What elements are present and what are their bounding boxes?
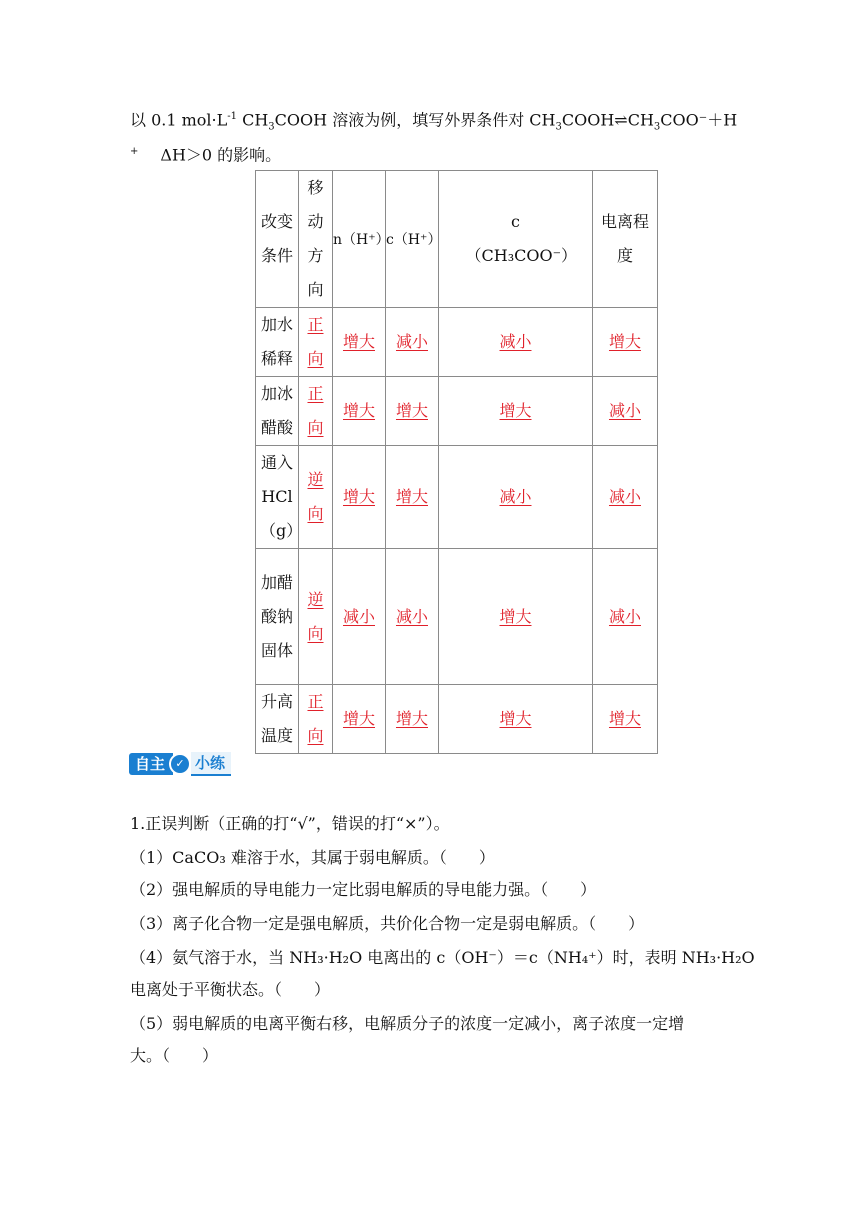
exercise-title: 1.正误判断（正确的打“√”，错误的打“×”）。 xyxy=(130,814,450,833)
intro-line-2: + ΔH＞0 的影响。 xyxy=(130,145,282,165)
row-n-h: 增大 xyxy=(333,685,386,754)
row-c-h: 减小 xyxy=(386,308,439,377)
row-condition: 加醋酸钠固体 xyxy=(256,549,299,685)
table-row xyxy=(256,377,658,446)
row-direction: 逆向 xyxy=(299,446,333,549)
row-degree: 增大 xyxy=(593,308,658,377)
row-n-h: 增大 xyxy=(333,377,386,446)
table-row xyxy=(256,446,658,549)
intro-line-1: 以 0.1 $mol\cdot L^{-1}$ $CH_3COOH$ 溶液为例，填写外界条件对 $CH_3COOH\rightleftharpoons CH_3COO^-+H$ xyxy=(130,110,738,133)
check-icon: ✓ xyxy=(169,753,191,775)
row-n-h: 减小 xyxy=(333,549,386,685)
row-c-acetate: 增大 xyxy=(439,549,593,685)
header-n-h: n（H⁺） xyxy=(333,171,386,308)
header-c-h: c（H⁺） xyxy=(386,171,439,308)
exercise-item-5-cont: 大。（ ） xyxy=(130,1046,219,1065)
badge-left-label: 自主 xyxy=(129,753,173,775)
row-condition: 加水稀释 xyxy=(256,308,299,377)
exercise-item-1: （1）CaCO₃ 难溶于水，其属于弱电解质。（ ） xyxy=(130,848,495,867)
header-condition: 改变条件 xyxy=(256,171,299,308)
row-condition: 升高温度 xyxy=(256,685,299,754)
header-direction: 移动方向 xyxy=(299,171,333,308)
table-row xyxy=(256,685,658,754)
table-header-row xyxy=(256,171,658,308)
row-condition: 加冰醋酸 xyxy=(256,377,299,446)
exercise-item-5: （5）弱电解质的电离平衡右移，电解质分子的浓度一定减小，离子浓度一定增 xyxy=(130,1014,685,1033)
row-direction: 正向 xyxy=(299,377,333,446)
row-direction: 正向 xyxy=(299,308,333,377)
row-degree: 减小 xyxy=(593,446,658,549)
exercise-item-4: （4）氨气溶于水，当 NH₃·H₂O 电离出的 c（OH⁻）＝c（NH₄⁺）时，表明 NH₃·H₂O xyxy=(130,948,755,967)
table-row xyxy=(256,308,658,377)
row-direction: 逆向 xyxy=(299,549,333,685)
row-c-h: 增大 xyxy=(386,685,439,754)
header-c-acetate: c（CH₃COO⁻） xyxy=(439,171,593,308)
row-degree: 增大 xyxy=(593,685,658,754)
row-c-acetate: 增大 xyxy=(439,685,593,754)
row-c-acetate: 增大 xyxy=(439,377,593,446)
row-c-acetate: 减小 xyxy=(439,446,593,549)
badge-right-label: 小练 xyxy=(191,752,231,776)
row-direction: 正向 xyxy=(299,685,333,754)
row-degree: 减小 xyxy=(593,377,658,446)
header-degree: 电离程度 xyxy=(593,171,658,308)
table-row xyxy=(256,549,658,685)
row-condition: 通入HCl（g） xyxy=(256,446,299,549)
row-c-h: 减小 xyxy=(386,549,439,685)
exercise-item-3: （3）离子化合物一定是强电解质，共价化合物一定是弱电解质。（ ） xyxy=(130,914,645,933)
exercise-item-4-cont: 电离处于平衡状态。（ ） xyxy=(130,980,331,999)
row-c-h: 增大 xyxy=(386,377,439,446)
exercise-item-2: （2）强电解质的导电能力一定比弱电解质的导电能力强。（ ） xyxy=(130,880,597,899)
row-n-h: 增大 xyxy=(333,446,386,549)
row-c-h: 增大 xyxy=(386,446,439,549)
row-degree: 减小 xyxy=(593,549,658,685)
row-c-acetate: 减小 xyxy=(439,308,593,377)
row-n-h: 增大 xyxy=(333,308,386,377)
section-badge xyxy=(129,752,245,776)
ionization-table xyxy=(255,170,658,754)
